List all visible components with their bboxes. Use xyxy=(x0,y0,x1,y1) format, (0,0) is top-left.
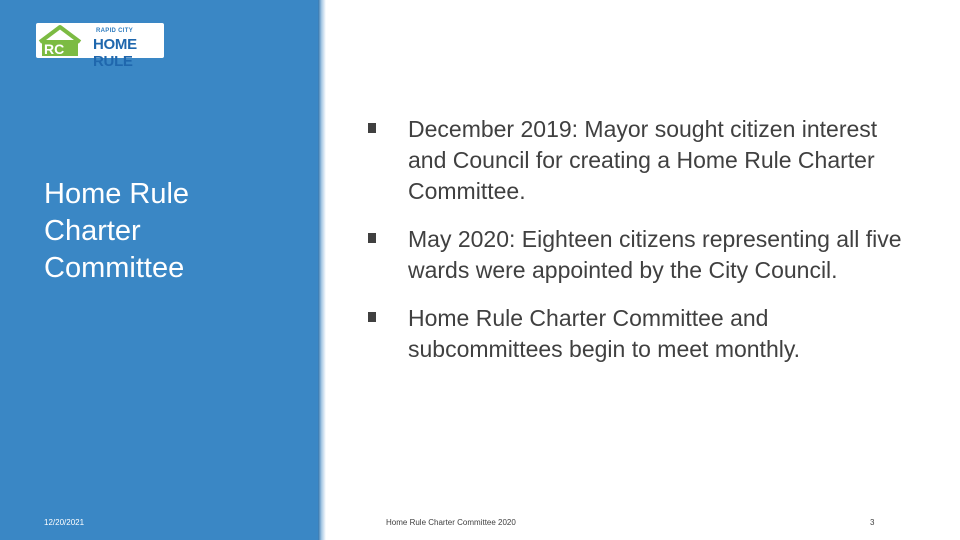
square-bullet-icon xyxy=(368,233,376,243)
logo-rule: RULE xyxy=(93,53,133,70)
bullet-text: May 2020: Eighteen citizens representing all five wards were appointed by the City Council. xyxy=(408,226,902,283)
slide-number: 3 xyxy=(870,518,875,527)
logo-monogram: RC xyxy=(44,41,65,57)
panel-shadow-edge xyxy=(318,0,326,540)
bullet-list xyxy=(368,114,908,382)
footer-text: Home Rule Charter Committee 2020 xyxy=(386,518,516,527)
logo-home: HOME xyxy=(93,36,137,53)
house-icon xyxy=(36,23,96,58)
bullet-text: Home Rule Charter Committee and subcommittees begin to meet monthly. xyxy=(408,305,801,362)
square-bullet-icon xyxy=(368,123,376,133)
bullet-item xyxy=(368,224,908,286)
bullet-item xyxy=(368,114,908,207)
slide-title xyxy=(44,176,304,287)
bullet-item xyxy=(368,303,908,365)
title-line-3: Committee xyxy=(44,252,185,284)
logo-big-text xyxy=(93,36,164,70)
footer-date: 12/20/2021 xyxy=(44,518,85,527)
logo-small-text: RAPID CITY xyxy=(96,28,134,34)
square-bullet-icon xyxy=(368,312,376,322)
title-line-1: Home Rule xyxy=(44,178,190,210)
bullet-text: December 2019: Mayor sought citizen interest and Council for creating a Home Rule Charter Committee. xyxy=(408,116,878,204)
rapid-city-home-rule-logo xyxy=(36,23,164,70)
title-line-2: Charter xyxy=(44,215,141,247)
